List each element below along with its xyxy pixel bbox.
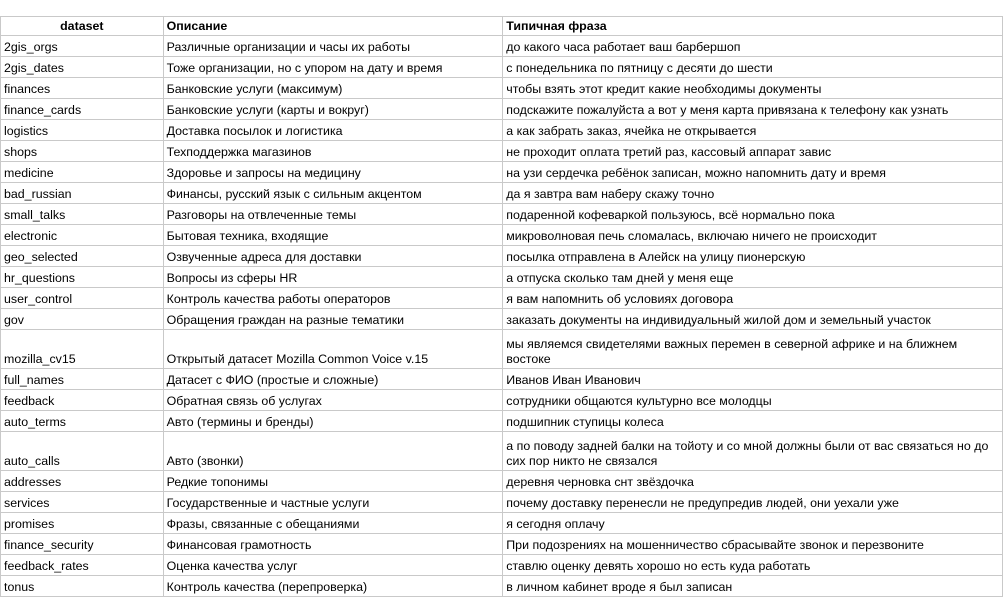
cell-phrase[interactable]: я вам напомнить об условиях договора [503,288,1003,309]
cell-dataset[interactable]: finance_security [1,534,164,555]
table-row [1,57,1003,78]
cell-description[interactable]: Авто (звонки) [163,432,503,471]
cell-phrase[interactable]: да я завтра вам наберу скажу точно [503,183,1003,204]
cell-dataset[interactable]: auto_calls [1,432,164,471]
cell-dataset[interactable]: services [1,492,164,513]
cell-description[interactable]: Вопросы из сферы HR [163,267,503,288]
cell-phrase[interactable]: не проходит оплата третий раз, кассовый аппарат завис [503,141,1003,162]
cell-phrase[interactable]: а отпуска сколько там дней у меня еще [503,267,1003,288]
cell-dataset[interactable]: user_control [1,288,164,309]
table-row [1,204,1003,225]
table-row [1,99,1003,120]
cell-phrase[interactable]: сотрудники общаются культурно все молодцы [503,390,1003,411]
cell-dataset[interactable]: logistics [1,120,164,141]
cell-phrase[interactable]: почему доставку перенесли не предупредив людей, они уехали уже [503,492,1003,513]
table-row [1,120,1003,141]
cell-description[interactable]: Финансы, русский язык с сильным акцентом [163,183,503,204]
cell-phrase[interactable]: посылка отправлена в Алейск на улицу пионерскую [503,246,1003,267]
cell-description[interactable]: Бытовая техника, входящие [163,225,503,246]
table-row [1,309,1003,330]
cell-phrase[interactable]: на узи сердечка ребёнок записан, можно напомнить дату и время [503,162,1003,183]
cell-phrase[interactable]: деревня черновка снт звёздочка [503,471,1003,492]
table-row [1,78,1003,99]
table-row [1,492,1003,513]
cell-phrase[interactable]: до какого часа работает ваш барбершоп [503,36,1003,57]
table-row [1,513,1003,534]
table-row [1,576,1003,597]
cell-dataset[interactable]: gov [1,309,164,330]
cell-description[interactable]: Техподдержка магазинов [163,141,503,162]
cell-description[interactable]: Финансовая грамотность [163,534,503,555]
cell-description[interactable]: Банковские услуги (карты и вокруг) [163,99,503,120]
cell-dataset[interactable]: full_names [1,369,164,390]
cell-phrase[interactable]: микроволновая печь сломалась, включаю ничего не происходит [503,225,1003,246]
cell-dataset[interactable]: tonus [1,576,164,597]
cell-phrase[interactable]: При подозрениях на мошенничество сбрасывайте звонок и перезвоните [503,534,1003,555]
cell-description[interactable]: Разговоры на отвлеченные темы [163,204,503,225]
cell-dataset[interactable]: bad_russian [1,183,164,204]
table-row [1,534,1003,555]
cell-description[interactable]: Контроль качества работы операторов [163,288,503,309]
header-description[interactable]: Описание [163,17,503,36]
cell-phrase[interactable]: а по поводу задней балки на тойоту и со мной должны были от вас связаться но до сих пор никто не связался [503,432,1003,471]
cell-dataset[interactable]: feedback [1,390,164,411]
cell-phrase[interactable]: в личном кабинет вроде я был записан [503,576,1003,597]
cell-phrase[interactable]: подаренной кофеваркой пользуюсь, всё нормально пока [503,204,1003,225]
cell-dataset[interactable]: finance_cards [1,99,164,120]
table-row [1,471,1003,492]
cell-dataset[interactable]: 2gis_dates [1,57,164,78]
cell-dataset[interactable]: addresses [1,471,164,492]
table-row [1,267,1003,288]
cell-dataset[interactable]: finances [1,78,164,99]
table-row [1,411,1003,432]
table-row [1,183,1003,204]
table-row [1,36,1003,57]
cell-description[interactable]: Авто (термины и бренды) [163,411,503,432]
table-row [1,432,1003,471]
cell-description[interactable]: Датасет с ФИО (простые и сложные) [163,369,503,390]
cell-description[interactable]: Обратная связь об услугах [163,390,503,411]
cell-description[interactable]: Фразы, связанные с обещаниями [163,513,503,534]
cell-phrase[interactable]: чтобы взять этот кредит какие необходимы документы [503,78,1003,99]
cell-dataset[interactable]: auto_terms [1,411,164,432]
table-row [1,390,1003,411]
cell-description[interactable]: Озвученные адреса для доставки [163,246,503,267]
cell-phrase[interactable]: подскажите пожалуйста а вот у меня карта привязана к телефону как узнать [503,99,1003,120]
header-row [1,17,1003,36]
table-row [1,162,1003,183]
cell-dataset[interactable]: electronic [1,225,164,246]
cell-phrase[interactable]: я сегодня оплачу [503,513,1003,534]
cell-description[interactable]: Редкие топонимы [163,471,503,492]
cell-dataset[interactable]: promises [1,513,164,534]
cell-description[interactable]: Оценка качества услуг [163,555,503,576]
table-row [1,369,1003,390]
cell-description[interactable]: Контроль качества (перепроверка) [163,576,503,597]
header-phrase[interactable]: Типичная фраза [503,17,1003,36]
cell-description[interactable]: Здоровье и запросы на медицину [163,162,503,183]
cell-dataset[interactable]: small_talks [1,204,164,225]
cell-phrase[interactable]: а как забрать заказ, ячейка не открывается [503,120,1003,141]
cell-dataset[interactable]: feedback_rates [1,555,164,576]
cell-dataset[interactable]: hr_questions [1,267,164,288]
cell-description[interactable]: Различные организации и часы их работы [163,36,503,57]
cell-description[interactable]: Обращения граждан на разные тематики [163,309,503,330]
table-row [1,225,1003,246]
cell-dataset[interactable]: shops [1,141,164,162]
cell-description[interactable]: Тоже организации, но с упором на дату и время [163,57,503,78]
table-row [1,330,1003,369]
table-row [1,246,1003,267]
datasets-table [0,16,1003,597]
cell-phrase[interactable]: мы являемся свидетелями важных перемен в северной африке и на ближнем востоке [503,330,1003,369]
cell-dataset[interactable]: 2gis_orgs [1,36,164,57]
cell-phrase[interactable]: ставлю оценку девять хорошо но есть куда работать [503,555,1003,576]
table-row [1,141,1003,162]
cell-dataset[interactable]: geo_selected [1,246,164,267]
cell-phrase[interactable]: подшипник ступицы колеса [503,411,1003,432]
cell-phrase[interactable]: Иванов Иван Иванович [503,369,1003,390]
table-row [1,288,1003,309]
table-row [1,555,1003,576]
cell-description[interactable]: Государственные и частные услуги [163,492,503,513]
header-dataset[interactable]: dataset [1,17,164,36]
cell-phrase[interactable]: заказать документы на индивидуальный жилой дом и земельный участок [503,309,1003,330]
cell-description[interactable]: Банковские услуги (максимум) [163,78,503,99]
cell-dataset[interactable]: mozilla_cv15 [1,330,164,369]
cell-description[interactable]: Доставка посылок и логистика [163,120,503,141]
cell-dataset[interactable]: medicine [1,162,164,183]
cell-description[interactable]: Открытый датасет Mozilla Common Voice v.15 [163,330,503,369]
cell-phrase[interactable]: с понедельника по пятницу с десяти до шести [503,57,1003,78]
